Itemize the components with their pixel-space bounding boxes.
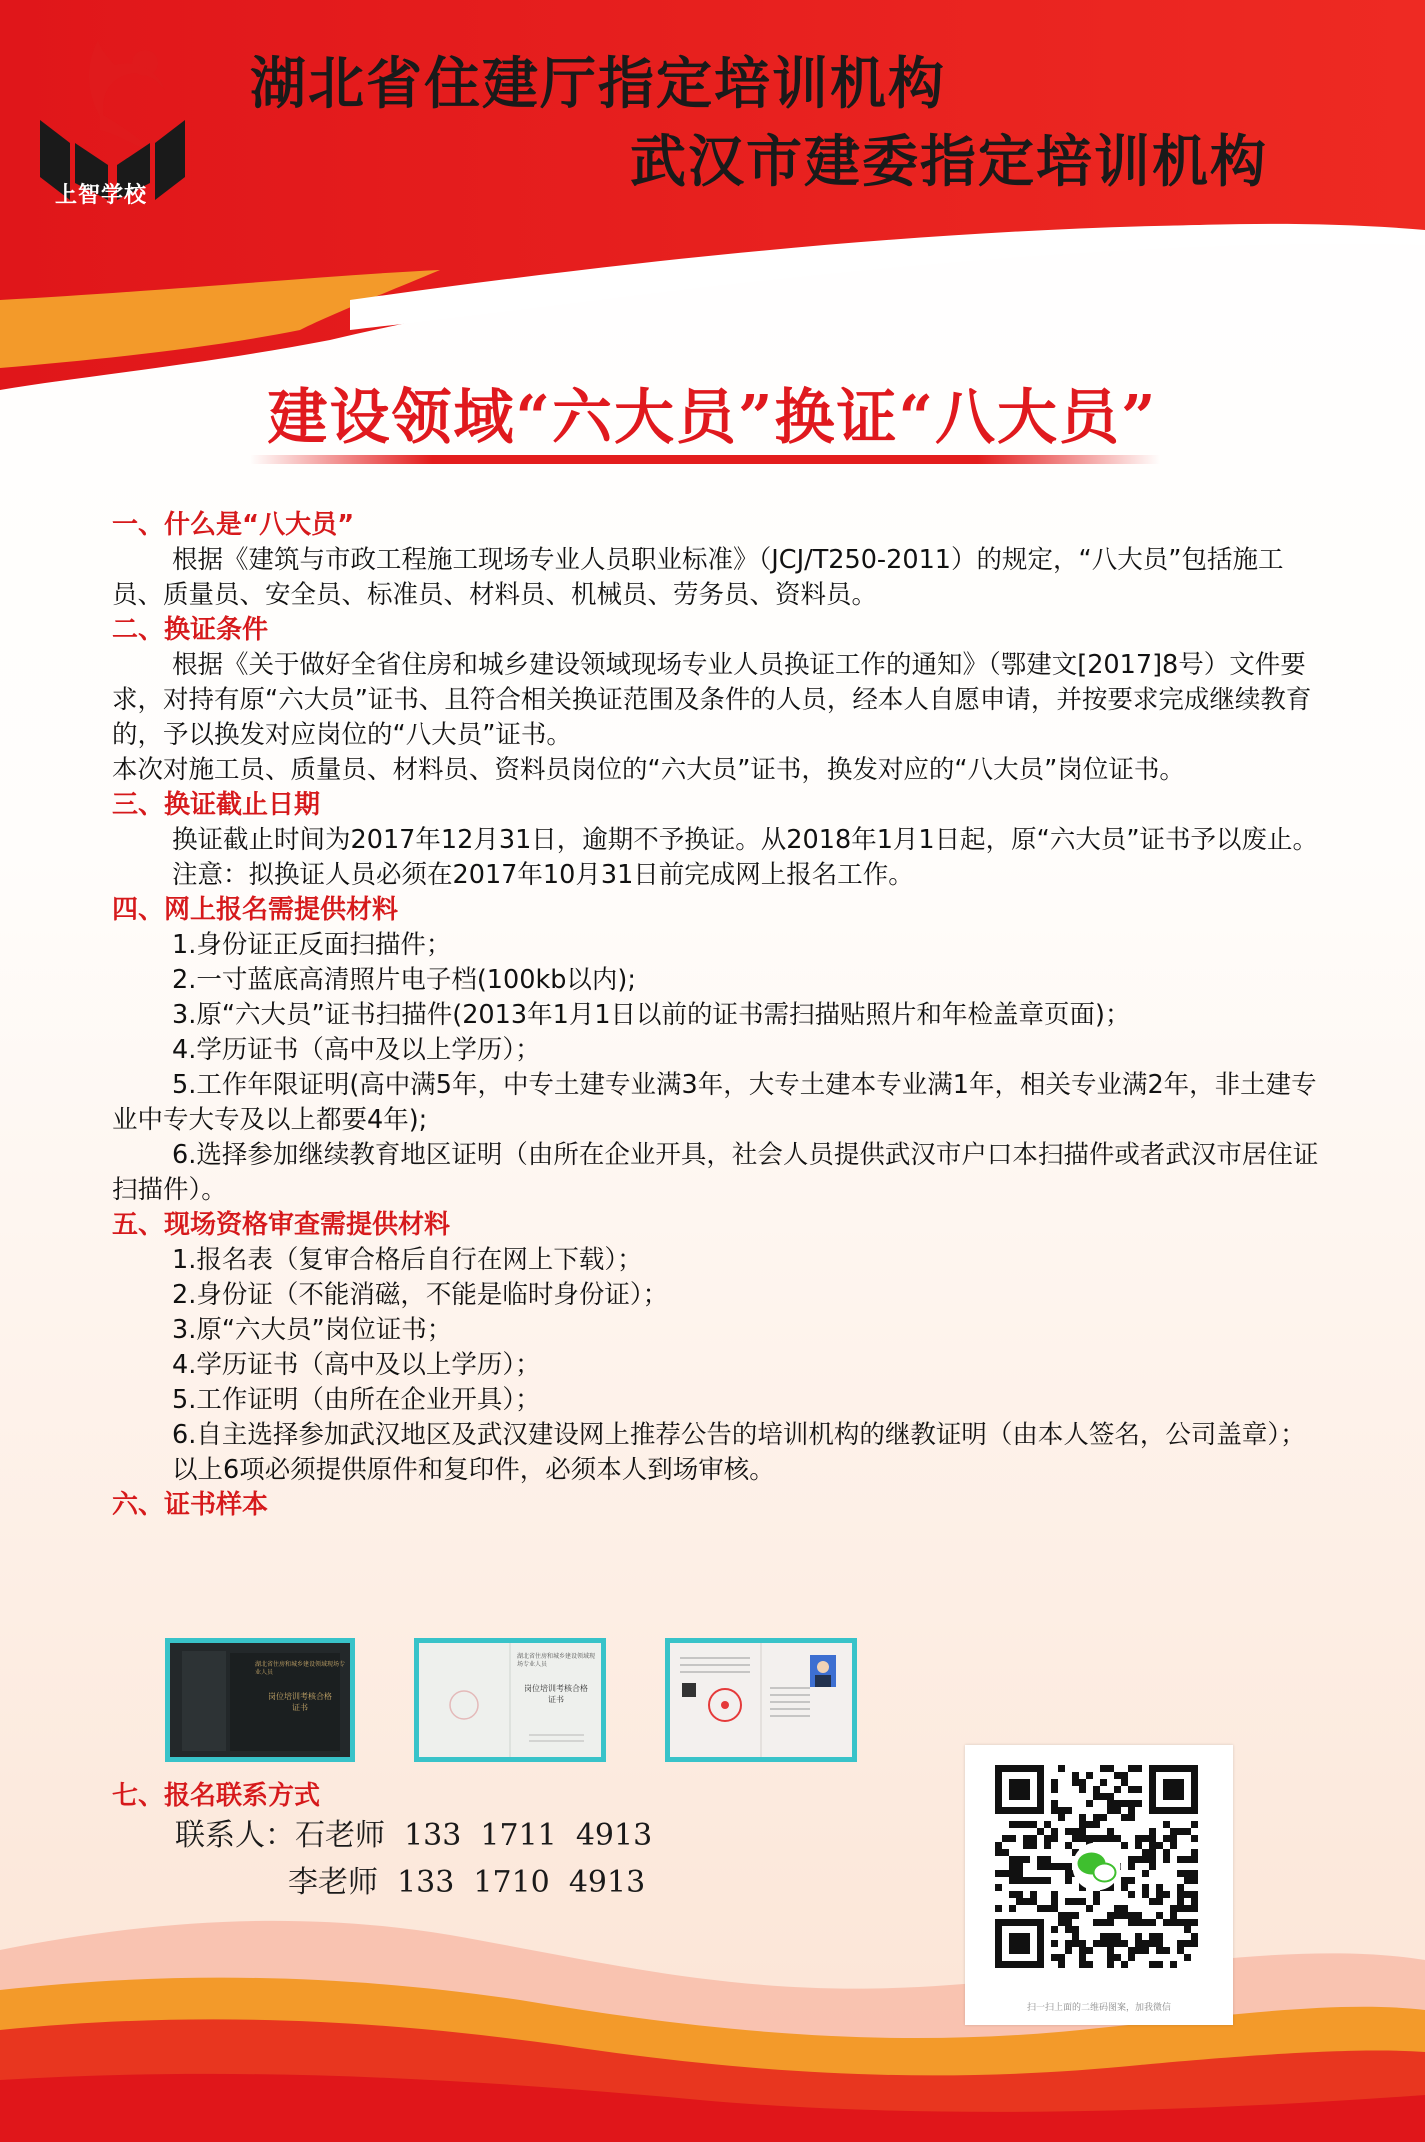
list-item: 4.学历证书（高中及以上学历）； (172, 1350, 541, 1380)
list-item: 6.选择参加继续教育地区证明（由所在企业开具，社会人员提供武汉市户口本扫描件或者武汉市居住证扫描件）。 (112, 1140, 1319, 1205)
section1-text: 根据《建筑与市政工程施工现场专业人员职业标准》（JCJ/T250-2011）的规定，“八大员”包括施工员、质量员、安全员、标准员、材料员、机械员、劳务员、资料员。 (112, 545, 1284, 610)
list-item: 2.一寸蓝底高清照片电子档(100kb以内); (172, 965, 636, 995)
title-underline (250, 455, 1160, 464)
cert2-title: 湖北省住房和城乡建设领域现场专业人员 (517, 1653, 596, 1668)
certificate-sample-cover (165, 1638, 355, 1762)
cert1-title: 湖北省住房和城乡建设领域现场专业人员 (255, 1661, 346, 1676)
section2-text: 根据《关于做好全省住房和城乡建设领域现场专业人员换证工作的通知》（鄂建文[2017]8号）文件要求，对持有原“六大员”证书、且符合相关换证范围及条件的人员，经本人自愿申请，并按要求完成继续教育的，予以换发对应岗位的“八大员”证书。 (112, 650, 1312, 750)
list-item: 2.身份证（不能消磁，不能是临时身份证）； (172, 1280, 669, 1310)
list-item: 5.工作证明（由所在企业开具）； (172, 1385, 541, 1415)
section5-heading: 五、现场资格审查需提供材料 (112, 1210, 451, 1240)
section4-heading: 四、网上报名需提供材料 (112, 895, 399, 925)
list-item: 4.学历证书（高中及以上学历）； (172, 1035, 541, 1065)
header-line1: 湖北省住建厅指定培训机构 (250, 52, 946, 117)
list-item: 6.自主选择参加武汉地区及武汉建设网上推荐公告的培训机构的继教证明（由本人签名，公司盖章）； (172, 1420, 1306, 1450)
section3-heading: 三、换证截止日期 (112, 790, 321, 820)
cert2-subtitle: 岗位培训考核合格证书 (524, 1684, 588, 1704)
certificate-sample-inner (414, 1638, 606, 1762)
section3-note: 注意：拟换证人员必须在2017年10月31日前完成网上报名工作。 (172, 860, 914, 890)
list-item: 5.工作年限证明(高中满5年，中专土建专业满3年，大专土建本专业满1年，相关专业满2年，非土建专业中专大专及以上都要4年); (112, 1070, 1317, 1135)
qr-code-icon (965, 1745, 1233, 1995)
list-item: 3.原“六大员”证书扫描件(2013年1月1日以前的证书需扫描贴照片和年检盖章页面)； (172, 1000, 1131, 1030)
contact-line-1: 联系人：石老师 133 1711 4913 (175, 1818, 653, 1853)
contact-line-2: 李老师 133 1710 4913 (288, 1865, 646, 1900)
section2-text2: 本次对施工员、质量员、材料员、资料员岗位的“六大员”证书，换发对应的“八大员”岗位证书。 (112, 755, 1185, 785)
content-body (112, 508, 1322, 1523)
list-item: 3.原“六大员”岗位证书； (172, 1315, 453, 1345)
certificate-sample-photo-page (665, 1638, 857, 1762)
section6-heading: 六、证书样本 (112, 1490, 269, 1520)
list-item: 1.报名表（复审合格后自行在网上下载）； (172, 1245, 643, 1275)
list-item: 1.身份证正反面扫描件； (172, 930, 452, 960)
section5-note: 以上6项必须提供原件和复印件，必须本人到场审核。 (172, 1455, 775, 1485)
main-title: 建设领域“六大员”换证“八大员” (267, 383, 1158, 453)
wechat-qr-card (965, 1745, 1233, 2025)
section7-heading: 七、报名联系方式 (112, 1781, 321, 1811)
logo-text: 上智学校 (55, 183, 148, 208)
section2-heading: 二、换证条件 (112, 615, 269, 645)
section3-text: 换证截止时间为2017年12月31日，逾期不予换证。从2018年1月1日起，原“六大员”证书予以废止。 (172, 825, 1319, 855)
cert1-subtitle: 岗位培训考核合格证书 (268, 1692, 332, 1712)
header-line2: 武汉市建委指定培训机构 (630, 130, 1268, 195)
section1-heading: 一、什么是“八大员” (112, 510, 355, 540)
qr-caption: 扫一扫上面的二维码图案，加我微信 (1026, 2003, 1171, 2013)
